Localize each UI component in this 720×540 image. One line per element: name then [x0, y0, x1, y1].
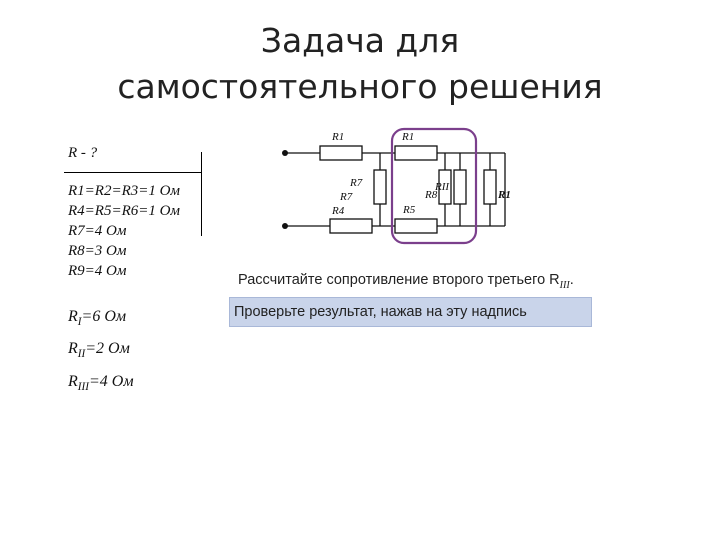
given-line-5: R9=4 Ом — [68, 263, 127, 279]
given-line-4: R8=3 Ом — [68, 243, 127, 259]
label-r8: R8 — [425, 189, 438, 201]
given-line-2: R4=R5=R6=1 Ом — [68, 203, 181, 219]
label-r1-second: R1 — [402, 131, 415, 143]
given-line-3: R7=4 Ом — [68, 223, 127, 239]
slide-title — [0, 18, 720, 110]
label-r4: R4 — [332, 205, 345, 217]
title-line-2: самостоятельного решения — [117, 67, 603, 106]
given-vertical-divider — [201, 152, 202, 236]
title-line-1: Задача для — [260, 21, 460, 60]
resistor-rii — [454, 170, 466, 204]
resistor-r4 — [330, 219, 372, 233]
top-terminal — [282, 150, 288, 156]
resistor-r5 — [395, 219, 437, 233]
unknown-label: R - ? — [68, 145, 98, 161]
label-r5: R5 — [403, 204, 416, 216]
check-result-button[interactable]: Проверьте результат, нажав на эту надпись — [229, 297, 592, 327]
resistor-r1-second — [395, 146, 437, 160]
label-r1-top: R1 — [332, 131, 345, 143]
given-line-1: R1=R2=R3=1 Ом — [68, 183, 181, 199]
bottom-terminal — [282, 223, 288, 229]
resistor-r-right — [484, 170, 496, 204]
label-rii: RII — [435, 181, 450, 193]
resistor-r1-top — [320, 146, 362, 160]
result-r3: $R_{III}=4$ Ом — [68, 373, 134, 394]
result-r1: $R_I=6$ Ом — [68, 308, 127, 329]
task-text: Рассчитайте сопротивление второго третьего $R_{III}$. — [238, 272, 574, 291]
circuit-diagram — [270, 120, 520, 255]
given-divider — [64, 172, 202, 173]
result-r2: $R_{II}=2$ Ом — [68, 340, 130, 361]
label-r1-right: R1 — [498, 189, 511, 201]
resistor-r7 — [374, 170, 386, 204]
label-r7-lower: R7 — [340, 191, 353, 203]
label-r7-upper: R7 — [350, 177, 363, 189]
